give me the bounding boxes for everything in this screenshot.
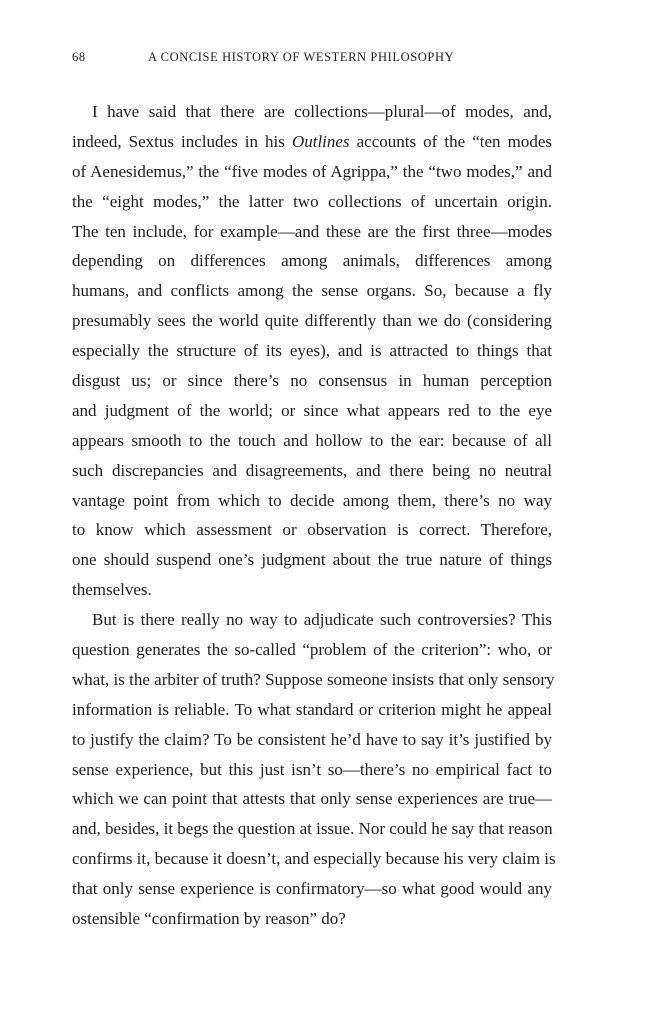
text-line: of Aenesidemus,” the “five modes of Agrippa,” the “two modes,” and	[72, 161, 552, 181]
paragraph	[72, 605, 556, 934]
book-title: A CONCISE HISTORY OF WESTERN PHILOSOPHY	[148, 50, 455, 64]
text-line: But is there really no way to adjudicate such controversies? This	[92, 610, 552, 630]
text-line: especially the structure of its eyes), and is attracted to things that	[72, 341, 552, 361]
body-text	[72, 97, 556, 934]
text-line: such discrepancies and disagreements, and there being no neutral	[72, 460, 552, 480]
text-line: the “eight modes,” the latter two collections of uncertain origin.	[72, 191, 552, 211]
italic-title: Outlines	[291, 131, 350, 151]
paragraph	[72, 97, 552, 605]
text-line: indeed, Sextus includes in his Outlines accounts of the “ten modes	[72, 131, 553, 151]
text-line: to justify the claim? To be consistent he’d have to say it’s justified by	[72, 729, 552, 749]
text-line: which we can point that attests that only sense experiences are true—	[72, 789, 552, 809]
page-number: 68	[72, 50, 86, 64]
text-line: vantage point from which to decide among them, there’s no way	[72, 490, 552, 510]
text-line: and judgment of the world; or since what appears red to the eye	[72, 400, 552, 420]
text-line: that only sense experience is confirmatory—so what good would any	[72, 879, 552, 899]
text-line: humans, and conflicts among the sense organs. So, because a fly	[72, 281, 552, 301]
text-line: confirms it, because it doesn’t, and especially because his very claim is	[72, 849, 556, 869]
text-line: I have said that there are collections—plural—of modes, and,	[92, 102, 552, 121]
text-line: themselves.	[72, 580, 152, 600]
running-head	[72, 50, 552, 70]
text-line: sense experience, but this just isn’t so—there’s no empirical fact to	[72, 759, 552, 779]
text-line: information is reliable. To what standard or criterion might he appeal	[72, 699, 552, 719]
text-line: presumably sees the world quite differently than we do (considering	[72, 311, 552, 331]
text-line: disgust us; or since there’s no consensus in human perception	[72, 371, 552, 391]
text-line: appears smooth to the touch and hollow to the ear: because of all	[72, 430, 552, 450]
text-line: The ten include, for example—and these are the first three—modes	[72, 221, 552, 241]
text-line: to know which assessment or observation is correct. Therefore,	[72, 520, 552, 540]
text-line: depending on differences among animals, differences among	[72, 251, 552, 271]
text-line: what, is the arbiter of truth? Suppose someone insists that only sensory	[72, 669, 555, 689]
text-line: and, besides, it begs the question at issue. Nor could he say that reason	[72, 819, 553, 839]
text-line: question generates the so-called “problem of the criterion”: who, or	[72, 640, 552, 660]
text-line: ostensible “confirmation by reason” do?	[72, 909, 346, 929]
text-line: one should suspend one’s judgment about the true nature of things	[72, 550, 552, 570]
